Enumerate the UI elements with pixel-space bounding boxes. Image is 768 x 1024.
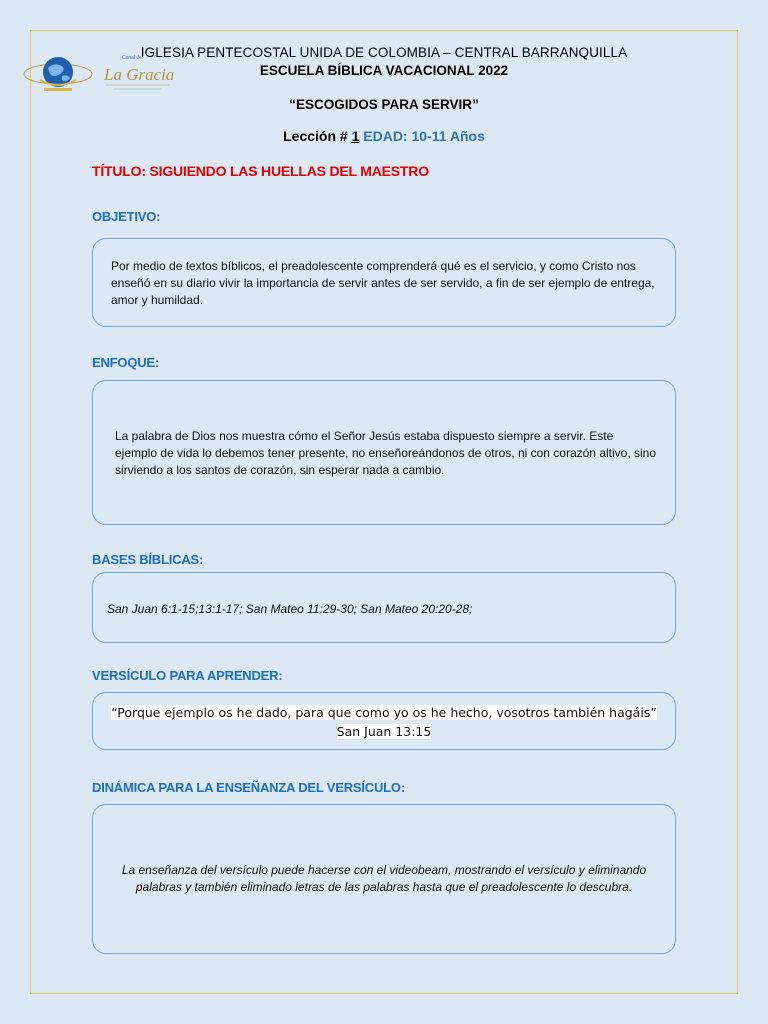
lesson-title: TÍTULO: SIGUIENDO LAS HUELLAS DEL MAESTRO [92,163,429,179]
objetivo-heading: OBJETIVO: [92,209,161,224]
age-label: EDAD: 10-11 Años [359,128,485,144]
versiculo-text: “Porque ejemplo os he dado, para que como yo os he hecho, vosotros también hagáis” San Juan 13:15 [111,705,657,739]
lesson-line [0,128,768,144]
school-name: ESCUELA BÍBLICA VACACIONAL 2022 [259,63,509,78]
bases-box [92,572,676,643]
enfoque-heading: ENFOQUE: [92,355,160,370]
church-name: IGLESIA PENTECOSTAL UNIDA DE COLOMBIA – CENTRAL BARRANQUILLA [140,45,628,60]
la-gracia-logo-text: La Gracia [104,65,175,84]
dinamica-heading: DINÁMICA PARA LA ENSEÑANZA DEL VERSÍCULO: [92,780,405,795]
lesson-label: Lección # [283,128,352,144]
enfoque-box [92,380,676,525]
dinamica-text: La enseñanza del versículo puede hacerse con el videobeam, mostrando el versículo y eliminando palabras y también eliminado letras de las palabras hasta que el preadolescente lo descubra. [121,863,647,894]
objetivo-text: Por medio de textos bíblicos, el preadolescente comprenderá qué es el servicio, y como Cristo nos enseñó en su diario vivir la importancia de servir antes de ser servido, a fin de ser ejemplo de entrega, amor y humildad. [111,259,655,307]
bases-text: San Juan 6:1-15;13:1-17; San Mateo 11:29-30; San Mateo 20:20-28; [107,602,473,616]
enfoque-text: La palabra de Dios nos muestra cómo el Señor Jesús estaba dispuesto siempre a servir. Este ejemplo de vida lo debemos tener presente, no enseñoreándonos de otros, ni con corazón altivo, sino sirviendo a los santos de corazón, sin esperar nada a cambio. [115,429,657,477]
la-gracia-logo-small: Canal de [122,55,143,61]
versiculo-heading: VERSÍCULO PARA APRENDER: [92,668,283,683]
lesson-number: 1 [351,128,360,144]
objetivo-box [92,238,676,327]
dinamica-box [92,804,676,954]
bases-heading: BASES BÍBLICAS: [92,552,204,567]
theme-title: “ESCOGIDOS PARA SERVIR” [289,97,479,112]
versiculo-box [92,692,676,750]
